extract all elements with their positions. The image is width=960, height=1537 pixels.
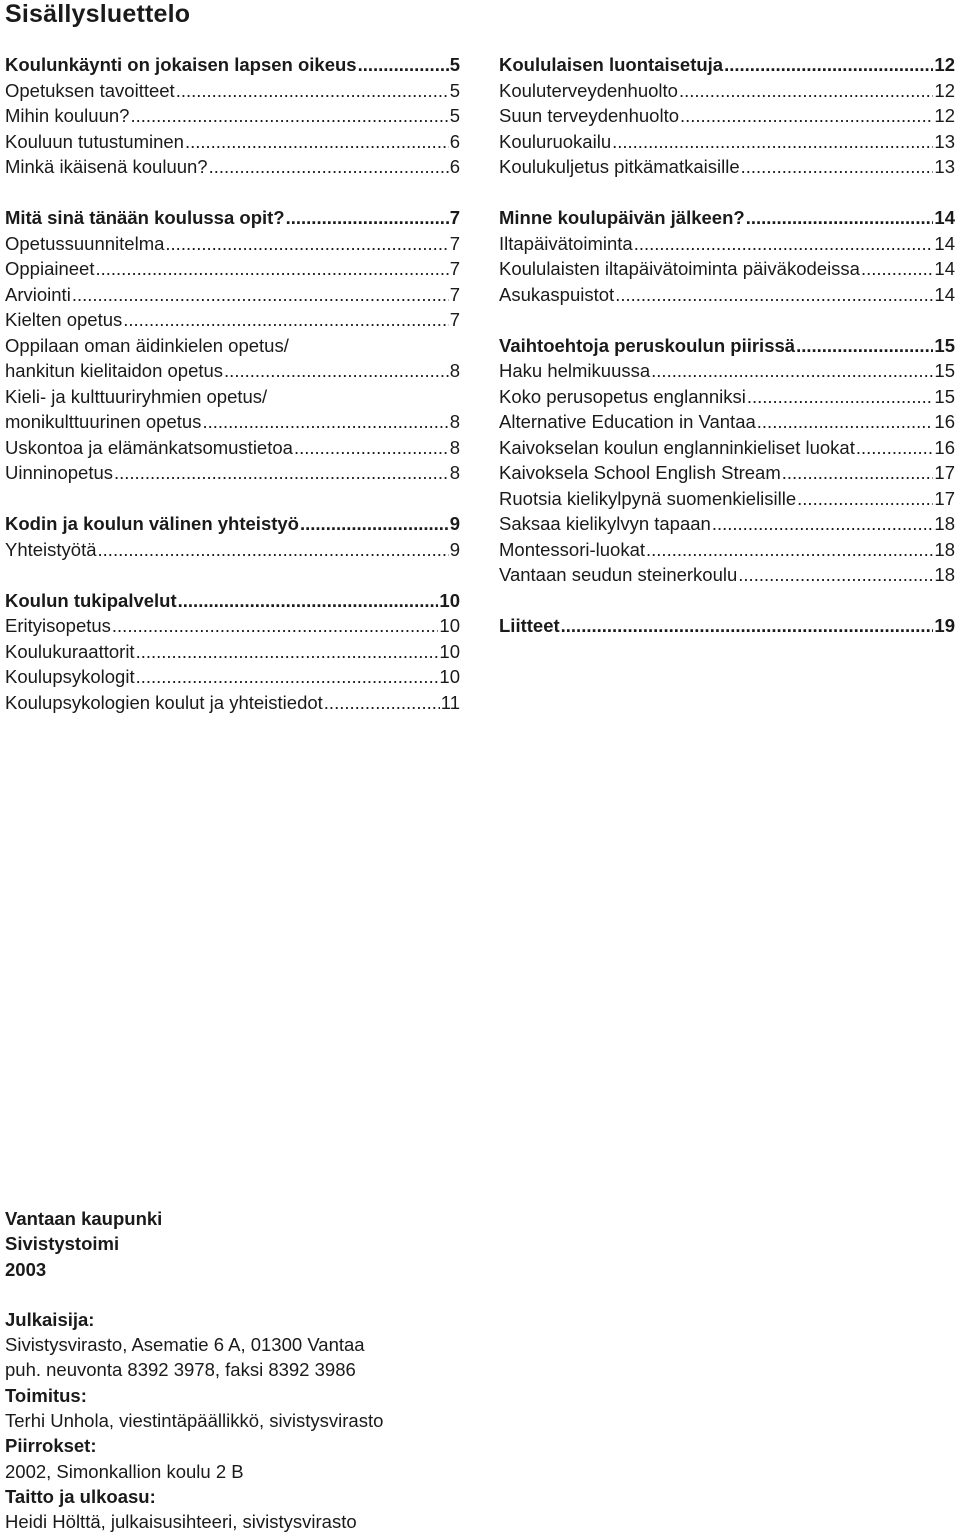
toc-page-number: 13 [934,156,955,177]
dot-leader [136,639,439,665]
toc-page-number: 8 [449,411,460,432]
toc-heading[interactable] [5,588,460,614]
toc-entry[interactable] [499,358,955,384]
toc-entry[interactable] [5,129,460,155]
dot-leader [165,231,448,257]
toc-entry[interactable] [499,384,955,410]
toc-entry-label: Kouluterveydenhuolto [499,79,678,101]
toc-entry-label: Iltapäivätoiminta [499,232,633,254]
dot-leader [324,690,440,716]
toc-page-number: 6 [449,130,460,152]
toc-entry[interactable] [5,282,460,308]
toc-left-column [5,52,460,741]
toc-page-number: 8 [449,436,460,458]
toc-page-number: 18 [934,564,955,585]
toc-entry-label: Vaihtoehtoja peruskoulun piirissä [499,334,796,356]
toc-entry[interactable] [499,103,955,129]
dot-leader [646,537,933,563]
dot-leader [712,511,934,537]
colophon [5,1206,705,1535]
toc-page-number: 5 [449,79,460,101]
dot-leader [856,435,934,461]
toc-entry[interactable] [499,537,955,563]
toc-entry[interactable] [499,460,955,486]
toc-page-number: 14 [934,207,955,228]
toc-entry[interactable] [5,154,460,180]
toc-entry[interactable] [5,231,460,257]
toc-page-number: 16 [934,436,955,458]
toc-entry[interactable] [5,409,460,435]
toc-entry[interactable] [5,307,460,333]
toc-entry[interactable] [499,486,955,512]
dot-leader [679,78,933,104]
toc-section [5,52,460,180]
dot-leader [294,435,449,461]
toc-entry-label: Koululaisen luontaisetuja [499,54,724,75]
publisher-address: Sivistysvirasto, Asematie 6 A, 01300 Vantaa [5,1334,365,1356]
toc-entry[interactable] [5,639,460,665]
toc-entry-label: Mihin kouluun? [5,105,130,126]
toc-page-number: 14 [934,258,955,279]
toc-entry[interactable] [499,511,955,537]
toc-page-number: 14 [934,283,955,305]
toc-entry-label: Suun terveydenhuolto [499,105,679,126]
toc-entry-label: Koulukuraattorit [5,640,135,662]
toc-section [499,52,955,180]
toc-page-number: 9 [449,538,460,560]
toc-entry-label: Koulukuljetus pitkämatkaisille [499,156,740,177]
publisher-line: Vantaan kaupunki [5,1208,163,1229]
toc-page-number: 7 [449,283,460,305]
toc-page-number: 18 [934,513,955,534]
publisher-label: Julkaisija: [5,1308,95,1330]
toc-heading[interactable] [5,511,460,537]
dot-leader [112,613,439,639]
toc-page-number: 8 [449,462,460,483]
toc-page-number: 10 [439,640,460,662]
dot-leader [72,282,449,308]
toc-page-number: 14 [934,232,955,254]
toc-entry-label: Kouluun tutustuminen [5,130,184,152]
toc-heading[interactable] [499,613,955,639]
publisher-phone: puh. neuvonta 8392 3978, faksi 8392 3986 [5,1359,356,1381]
dot-leader [796,333,933,359]
dot-leader [741,154,934,180]
dot-leader [861,256,933,282]
toc-heading[interactable] [5,52,460,78]
toc-heading[interactable] [499,333,955,359]
toc-page-number: 8 [449,360,460,381]
toc-entry-label: Minkä ikäisenä kouluun? [5,156,208,177]
layout-label: Taitto ja ulkoasu: [5,1485,156,1507]
toc-entry[interactable] [5,103,460,129]
toc-entry-label: Asukaspuistot [499,283,615,305]
toc-page-number: 17 [934,462,955,483]
toc-entry-label: Uskontoa ja elämänkatsomustietoa [5,436,293,458]
toc-page-number: 12 [934,79,955,101]
toc-entry[interactable] [499,435,955,461]
toc-page-number: 6 [449,156,460,177]
dot-leader [98,537,449,563]
toc-page-number: 7 [449,207,460,228]
toc-entry-label: Koululaisten iltapäivätoiminta päiväkodeissa [499,258,860,279]
dot-leader [612,129,933,155]
toc-page-number: 5 [449,105,460,126]
toc-entry[interactable] [499,78,955,104]
toc-entry-label: Mitä sinä tänään koulussa opit? [5,207,285,228]
toc-entry-label: Opetussuunnitelma [5,232,165,254]
editor-label: Toimitus: [5,1384,87,1406]
toc-section [5,205,460,486]
toc-entry-label: hankitun kielitaidon opetus [5,360,224,381]
dot-leader [224,358,449,384]
dot-leader [300,511,449,537]
toc-entry[interactable] [5,613,460,639]
dot-leader [130,103,448,129]
toc-entry[interactable] [499,409,955,435]
toc-page-number: 7 [449,309,460,330]
toc-page-number: 13 [934,130,955,152]
drawings-text: 2002, Simonkallion koulu 2 B [5,1460,244,1482]
dot-leader [651,358,933,384]
toc-entry[interactable] [5,358,460,384]
page-title: Sisällysluettelo [5,0,191,28]
toc-entry-label: Kielten opetus [5,309,123,330]
toc-entry-label: Opetuksen tavoitteet [5,79,175,101]
toc-entry[interactable] [499,256,955,282]
editor-text: Terhi Unhola, viestintäpäällikkö, sivistysvirasto [5,1410,384,1432]
drawings-label: Piirrokset: [5,1435,97,1457]
toc-section [499,333,955,588]
toc-page-number: 7 [449,232,460,254]
dot-leader [680,103,933,129]
toc-entry[interactable] [499,282,955,308]
dot-leader [123,307,448,333]
toc-page-number: 10 [439,615,460,636]
toc-entry[interactable] [5,78,460,104]
toc-page-number: 10 [439,666,460,687]
toc-entry-label: Ruotsia kielikylpynä suomenkielisille [499,487,797,509]
dot-leader [358,52,449,78]
toc-page-number: 10 [439,589,460,611]
toc-page-number: 11 [440,691,460,713]
toc-entry-label: Liitteet [499,615,560,636]
toc-entry[interactable] [5,460,460,486]
toc-entry-label: Koko perusopetus englanniksi [499,385,746,407]
dot-leader [746,205,934,231]
toc-entry[interactable] [5,384,460,410]
dot-leader [615,282,933,308]
toc-entry[interactable] [5,664,460,690]
dot-leader [136,664,439,690]
toc-entry-label: Kieli- ja kulttuuriryhmien opetus/ [5,385,268,407]
dot-leader [202,409,448,435]
toc-page-number: 15 [934,385,955,407]
dot-leader [209,154,449,180]
toc-heading[interactable] [499,52,955,78]
toc-entry[interactable] [499,562,955,588]
toc-entry-label: Minne koulupäivän jälkeen? [499,207,745,228]
dot-leader [176,78,449,104]
toc-entry-label: Vantaan seudun steinerkoulu [499,564,738,585]
toc-page-number: 17 [934,487,955,509]
toc-section [499,613,955,639]
toc-entry[interactable] [499,129,955,155]
toc-entry-label: Kaivoksela School English Stream [499,462,781,483]
toc-entry-label: Oppilaan oman äidinkielen opetus/ [5,334,289,356]
toc-page-number: 15 [934,360,955,381]
toc-heading[interactable] [5,205,460,231]
publisher-line: 2003 [5,1258,47,1280]
dot-leader [797,486,933,512]
toc-heading[interactable] [499,205,955,231]
dot-leader [782,460,934,486]
toc-page-number: 7 [449,258,460,279]
toc-right-column [499,52,955,664]
dot-leader [747,384,934,410]
toc-entry-label: Kaivokselan koulun englanninkieliset luokat [499,436,855,458]
dot-leader [286,205,449,231]
toc-entry-label: Alternative Education in Vantaa [499,411,756,432]
toc-entry-label: Montessori-luokat [499,538,646,560]
toc-page-number: 12 [934,105,955,126]
toc-entry-label: Oppiaineet [5,258,95,279]
toc-page-number: 18 [934,538,955,560]
toc-entry[interactable] [5,690,460,716]
layout-text: Heidi Hölttä, julkaisusihteeri, sivistysvirasto [5,1511,357,1533]
toc-entry-label: Uinninopetus [5,462,113,483]
toc-entry-label: Saksaa kielikylvyn tapaan [499,513,711,534]
dot-leader [561,613,934,639]
toc-entry[interactable] [5,537,460,563]
toc-page-number: 9 [449,513,460,534]
toc-entry-label: monikulttuurinen opetus [5,411,202,432]
toc-section [5,588,460,716]
toc-entry-label: Arviointi [5,283,71,305]
toc-entry[interactable] [499,231,955,257]
toc-entry-label: Koulupsykologit [5,666,135,687]
dot-leader [724,52,933,78]
toc-entry[interactable] [5,333,460,359]
dot-leader [95,256,448,282]
toc-entry-label: Yhteistyötä [5,538,97,560]
toc-entry-label: Haku helmikuussa [499,360,651,381]
toc-entry[interactable] [5,256,460,282]
toc-entry[interactable] [499,154,955,180]
publisher-line: Sivistystoimi [5,1233,120,1255]
dot-leader [114,460,449,486]
toc-section [5,511,460,562]
toc-page-number: 12 [934,54,955,75]
dot-leader [634,231,934,257]
toc-entry-label: Kodin ja koulun välinen yhteistyö [5,513,299,534]
toc-entry-label: Kouluruokailu [499,130,612,152]
dot-leader [178,588,439,614]
toc-section [499,205,955,307]
toc-entry[interactable] [5,435,460,461]
toc-entry-label: Koulupsykologien koulut ja yhteistiedot [5,691,323,713]
toc-page-number: 19 [934,615,955,636]
toc-page-number: 16 [934,411,955,432]
dot-leader [757,409,934,435]
toc-entry-label: Koulunkäynti on jokaisen lapsen oikeus [5,54,357,75]
toc-page-number: 15 [934,334,955,356]
toc-entry-label: Erityisopetus [5,615,111,636]
toc-entry-label: Koulun tukipalvelut [5,589,177,611]
dot-leader [185,129,449,155]
dot-leader [738,562,933,588]
toc-page-number: 5 [449,54,460,75]
